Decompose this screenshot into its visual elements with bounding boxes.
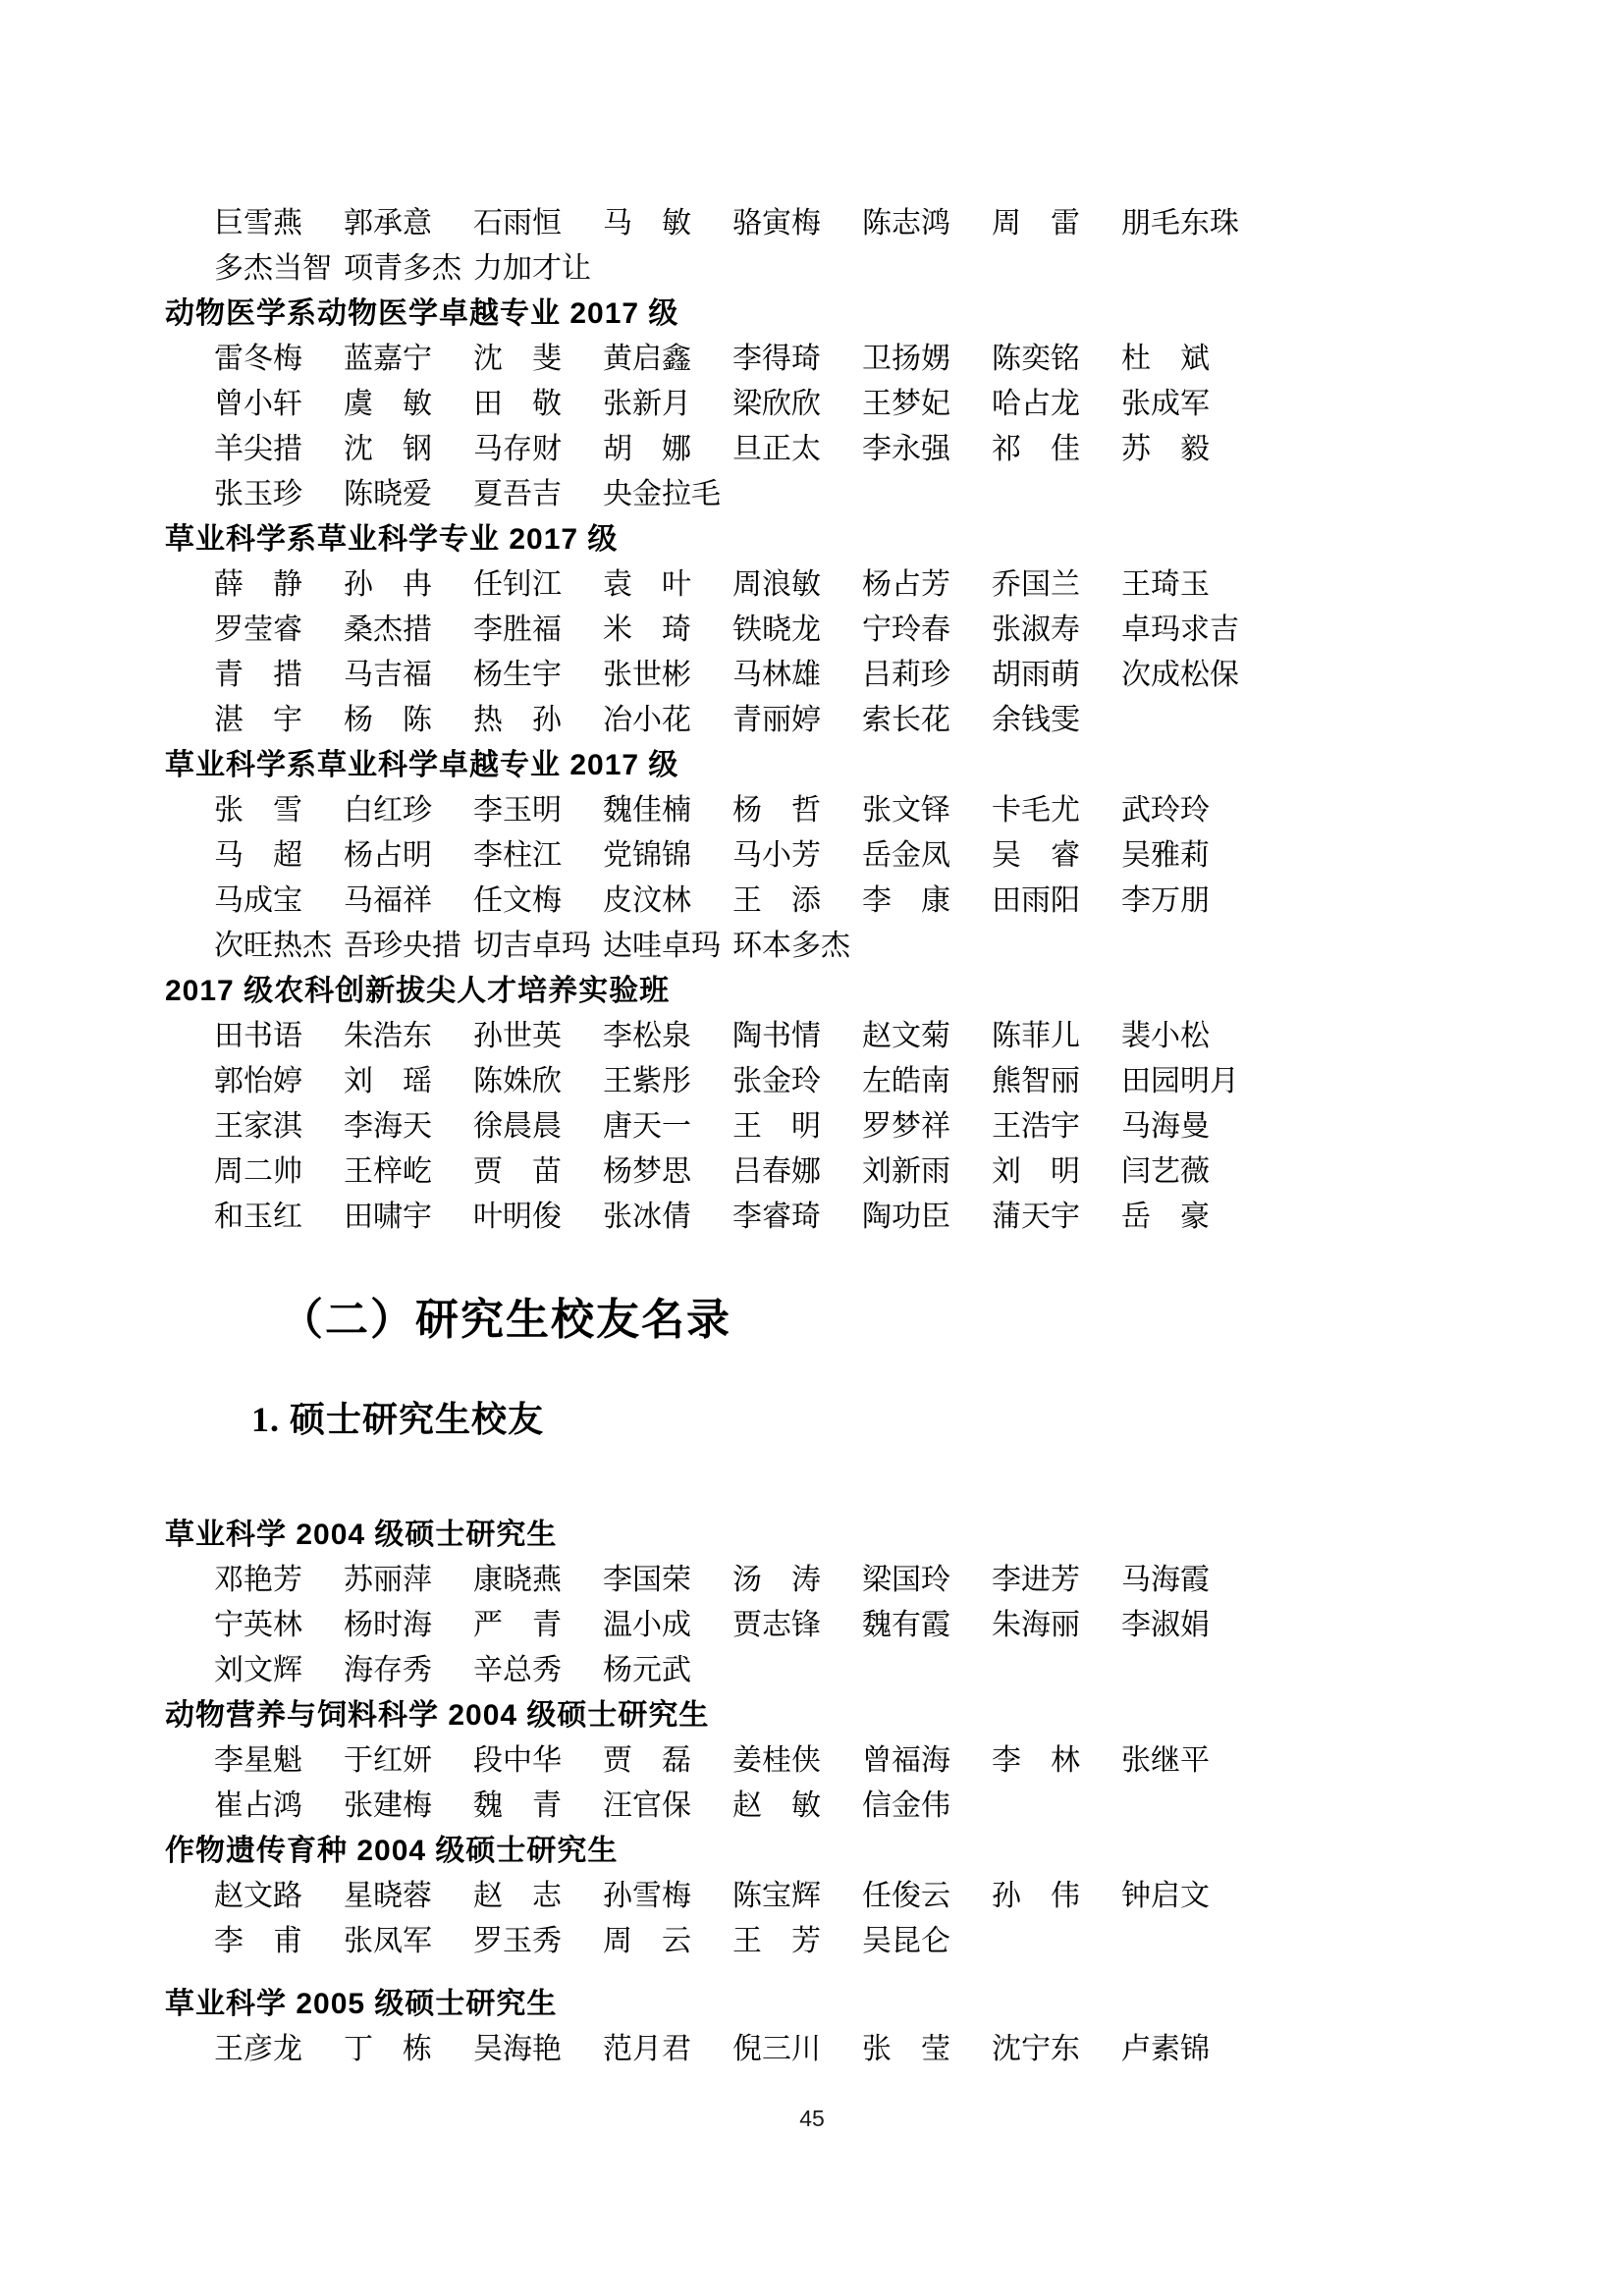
alumni-name: 张玉珍 <box>214 478 302 510</box>
alumni-name: 朱浩东 <box>344 1020 432 1052</box>
alumni-name: 张文铎 <box>862 794 950 827</box>
alumni-name: 沈 斐 <box>473 343 562 375</box>
alumni-name: 张建梅 <box>344 1789 432 1822</box>
alumni-name: 苏 毅 <box>1121 433 1210 465</box>
alumni-name: 李 康 <box>862 884 950 917</box>
alumni-name: 马存财 <box>473 433 562 465</box>
alumni-name: 马小芳 <box>732 839 821 872</box>
alumni-name: 张 莹 <box>862 2033 950 2065</box>
alumni-name: 孙 伟 <box>992 1880 1080 1912</box>
alumni-name: 刘 明 <box>992 1155 1080 1188</box>
alumni-name: 李得琦 <box>732 343 821 375</box>
alumni-name: 骆寅梅 <box>732 207 821 240</box>
name-row <box>165 924 1467 969</box>
alumni-name: 张新月 <box>603 388 691 420</box>
section-heading: 草业科学系草业科学专业 2017 级 <box>165 523 619 556</box>
names-block <box>165 1558 1467 1693</box>
alumni-name: 杨梦思 <box>603 1155 691 1188</box>
alumni-name: 海存秀 <box>344 1654 432 1686</box>
alumni-name: 冶小花 <box>603 704 691 736</box>
alumni-name: 央金拉毛 <box>603 478 721 510</box>
name-row <box>165 1558 1467 1603</box>
alumni-name: 于红妍 <box>344 1744 432 1777</box>
section-heading: 草业科学系草业科学卓越专业 2017 级 <box>165 749 679 781</box>
alumni-name: 吕莉珍 <box>862 659 950 691</box>
alumni-name: 刘文辉 <box>214 1654 302 1686</box>
alumni-name: 李万朋 <box>1121 884 1210 917</box>
alumni-name: 热 孙 <box>473 704 562 736</box>
alumni-name: 陶书情 <box>732 1020 821 1052</box>
name-row <box>165 1195 1467 1240</box>
alumni-name: 杨生宇 <box>473 659 562 691</box>
alumni-name: 巨雪燕 <box>214 207 302 240</box>
alumni-name: 李玉明 <box>473 794 562 827</box>
alumni-name: 杨占芳 <box>862 568 950 601</box>
alumni-name: 田书语 <box>214 1020 302 1052</box>
alumni-name: 贾志锋 <box>732 1609 821 1641</box>
alumni-name: 湛 宇 <box>214 704 302 736</box>
alumni-name: 魏有霞 <box>862 1609 950 1641</box>
alumni-name: 辛总秀 <box>473 1654 562 1686</box>
alumni-name: 梁欣欣 <box>732 388 821 420</box>
alumni-name: 马福祥 <box>344 884 432 917</box>
alumni-name: 青 措 <box>214 659 302 691</box>
alumni-name: 铁晓龙 <box>732 614 821 646</box>
name-row <box>165 1874 1467 1919</box>
alumni-name: 陈宝辉 <box>732 1880 821 1912</box>
alumni-name: 李睿琦 <box>732 1201 821 1233</box>
name-row <box>165 427 1467 472</box>
alumni-name: 蓝嘉宁 <box>344 343 432 375</box>
alumni-name: 沈 钢 <box>344 433 432 465</box>
alumni-name: 杨元武 <box>603 1654 691 1686</box>
alumni-name: 魏佳楠 <box>603 794 691 827</box>
alumni-name: 黄启鑫 <box>603 343 691 375</box>
alumni-name: 环本多杰 <box>732 930 850 962</box>
alumni-name: 田 敬 <box>473 388 562 420</box>
alumni-name: 蒲天宇 <box>992 1201 1080 1233</box>
alumni-name: 李国荣 <box>603 1564 691 1596</box>
alumni-name: 袁 叶 <box>603 568 691 601</box>
alumni-name: 罗莹睿 <box>214 614 302 646</box>
alumni-name: 卓玛求吉 <box>1121 614 1239 646</box>
alumni-name: 沈宁东 <box>992 2033 1080 2065</box>
name-row <box>165 1059 1467 1104</box>
alumni-name: 裴小松 <box>1121 1020 1210 1052</box>
alumni-name: 卢素锦 <box>1121 2033 1210 2065</box>
names-block <box>165 788 1467 969</box>
alumni-name: 康晓燕 <box>473 1564 562 1596</box>
alumni-name: 梁国玲 <box>862 1564 950 1596</box>
alumni-name: 王彦龙 <box>214 2033 302 2065</box>
alumni-name: 乔国兰 <box>992 568 1080 601</box>
alumni-name: 吕春娜 <box>732 1155 821 1188</box>
alumni-name: 严 青 <box>473 1609 562 1641</box>
name-row <box>165 608 1467 653</box>
alumni-name: 王家淇 <box>214 1110 302 1143</box>
alumni-name: 杨 哲 <box>732 794 821 827</box>
alumni-name: 王梦妃 <box>862 388 950 420</box>
alumni-name: 羊尖措 <box>214 433 302 465</box>
names-block <box>165 1738 1467 1829</box>
alumni-name: 卫扬娚 <box>862 343 950 375</box>
section-heading: 动物营养与饲料科学 2004 级硕士研究生 <box>165 1699 710 1732</box>
alumni-name: 张成军 <box>1121 388 1210 420</box>
alumni-name: 党锦锦 <box>603 839 691 872</box>
alumni-name: 星晓蓉 <box>344 1880 432 1912</box>
alumni-name: 汤 涛 <box>732 1564 821 1596</box>
alumni-name: 王 明 <box>732 1110 821 1143</box>
alumni-name: 李胜福 <box>473 614 562 646</box>
alumni-name: 郭承意 <box>344 207 432 240</box>
alumni-name: 苏丽萍 <box>344 1564 432 1596</box>
alumni-name: 张冰倩 <box>603 1201 691 1233</box>
alumni-name: 姜桂侠 <box>732 1744 821 1777</box>
names-block <box>165 337 1467 517</box>
alumni-name: 张世彬 <box>603 659 691 691</box>
alumni-name: 崔占鸿 <box>214 1789 302 1822</box>
alumni-name: 孙雪梅 <box>603 1880 691 1912</box>
alumni-name: 达哇卓玛 <box>603 930 721 962</box>
name-row <box>165 1784 1467 1829</box>
page-number: 45 <box>799 2106 825 2131</box>
section-heading: 草业科学 2005 级硕士研究生 <box>165 1988 558 2020</box>
name-row <box>165 472 1467 517</box>
alumni-name: 任俊云 <box>862 1880 950 1912</box>
alumni-name: 石雨恒 <box>473 207 562 240</box>
alumni-name: 李海天 <box>344 1110 432 1143</box>
alumni-name: 岳 豪 <box>1121 1201 1210 1233</box>
alumni-name: 虞 敏 <box>344 388 432 420</box>
name-row <box>165 246 1467 292</box>
alumni-name: 罗梦祥 <box>862 1110 950 1143</box>
alumni-name: 马海曼 <box>1121 1110 1210 1143</box>
alumni-name: 曾小轩 <box>214 388 302 420</box>
alumni-name: 徐晨晨 <box>473 1110 562 1143</box>
alumni-name: 李 甫 <box>214 1925 302 1957</box>
alumni-name: 罗玉秀 <box>473 1925 562 1957</box>
alumni-name: 宁英林 <box>214 1609 302 1641</box>
alumni-name: 王琦玉 <box>1121 568 1210 601</box>
section-heading: 草业科学 2004 级硕士研究生 <box>165 1519 558 1551</box>
alumni-name: 桑杰措 <box>344 614 432 646</box>
alumni-name: 赵文菊 <box>862 1020 950 1052</box>
sub-heading: 1. 硕士研究生校友 <box>251 1400 545 1439</box>
alumni-name: 陶功臣 <box>862 1201 950 1233</box>
alumni-name: 吴雅莉 <box>1121 839 1210 872</box>
alumni-name: 王紫彤 <box>603 1065 691 1097</box>
alumni-name: 武玲玲 <box>1121 794 1210 827</box>
alumni-name: 皮汶林 <box>603 884 691 917</box>
alumni-name: 王 芳 <box>732 1925 821 1957</box>
name-row <box>165 1603 1467 1648</box>
alumni-name: 任钊江 <box>473 568 562 601</box>
alumni-name: 马林雄 <box>732 659 821 691</box>
name-row <box>165 1738 1467 1784</box>
names-block <box>165 1014 1467 1240</box>
name-row <box>165 201 1467 246</box>
alumni-name: 杨 陈 <box>344 704 432 736</box>
alumni-name: 周浪敏 <box>732 568 821 601</box>
alumni-name: 王浩宇 <box>992 1110 1080 1143</box>
alumni-name: 李进芳 <box>992 1564 1080 1596</box>
alumni-name: 王梓屹 <box>344 1155 432 1188</box>
alumni-name: 田园明月 <box>1121 1065 1239 1097</box>
alumni-name: 贾 苗 <box>473 1155 562 1188</box>
alumni-name: 张凤军 <box>344 1925 432 1957</box>
name-row <box>165 1648 1467 1693</box>
alumni-name: 胡 娜 <box>603 433 691 465</box>
alumni-name: 赵 志 <box>473 1880 562 1912</box>
alumni-name: 张淑寿 <box>992 614 1080 646</box>
alumni-name: 多杰当智 <box>214 252 332 285</box>
section-heading: 动物医学系动物医学卓越专业 2017 级 <box>165 297 679 330</box>
name-row <box>165 788 1467 833</box>
name-row <box>165 1149 1467 1195</box>
section-heading: 2017 级农科创新拔尖人才培养实验班 <box>165 975 671 1007</box>
alumni-name: 周二帅 <box>214 1155 302 1188</box>
alumni-name: 邓艳芳 <box>214 1564 302 1596</box>
alumni-name: 李淑娟 <box>1121 1609 1210 1641</box>
alumni-name: 次旺热杰 <box>214 930 332 962</box>
alumni-name: 丁 栋 <box>344 2033 432 2065</box>
alumni-name: 周 云 <box>603 1925 691 1957</box>
alumni-name: 孙世英 <box>473 1020 562 1052</box>
alumni-name: 祁 佳 <box>992 433 1080 465</box>
name-row <box>165 698 1467 743</box>
alumni-name: 和玉红 <box>214 1201 302 1233</box>
alumni-name: 陈姝欣 <box>473 1065 562 1097</box>
alumni-name: 郭怡婷 <box>214 1065 302 1097</box>
names-block <box>165 201 1467 292</box>
alumni-name: 田啸宇 <box>344 1201 432 1233</box>
alumni-name: 魏 青 <box>473 1789 562 1822</box>
spacer <box>165 1964 1467 1982</box>
alumni-name: 熊智丽 <box>992 1065 1080 1097</box>
name-row <box>165 1104 1467 1149</box>
alumni-name: 索长花 <box>862 704 950 736</box>
alumni-name: 张继平 <box>1121 1744 1210 1777</box>
alumni-name: 雷冬梅 <box>214 343 302 375</box>
name-row <box>165 562 1467 608</box>
alumni-name: 陈奕铭 <box>992 343 1080 375</box>
alumni-name: 贾 磊 <box>603 1744 691 1777</box>
alumni-name: 夏吾吉 <box>473 478 562 510</box>
name-row <box>165 337 1467 382</box>
alumni-name: 青丽婷 <box>732 704 821 736</box>
alumni-name: 倪三川 <box>732 2033 821 2065</box>
alumni-name: 刘新雨 <box>862 1155 950 1188</box>
names-block <box>165 1874 1467 1964</box>
alumni-name: 力加才让 <box>473 252 591 285</box>
alumni-name: 马 超 <box>214 839 302 872</box>
alumni-name: 胡雨萌 <box>992 659 1080 691</box>
name-row <box>165 833 1467 879</box>
alumni-name: 王 添 <box>732 884 821 917</box>
alumni-name: 张金玲 <box>732 1065 821 1097</box>
alumni-name: 次成松保 <box>1121 659 1239 691</box>
alumni-name: 刘 瑶 <box>344 1065 432 1097</box>
alumni-name: 薛 静 <box>214 568 302 601</box>
alumni-name: 李 林 <box>992 1744 1080 1777</box>
alumni-name: 哈占龙 <box>992 388 1080 420</box>
alumni-name: 马吉福 <box>344 659 432 691</box>
alumni-name: 马海霞 <box>1121 1564 1210 1596</box>
alumni-name: 宁玲春 <box>862 614 950 646</box>
alumni-name: 米 琦 <box>603 614 691 646</box>
alumni-name: 李星魁 <box>214 1744 302 1777</box>
alumni-name: 杜 斌 <box>1121 343 1210 375</box>
alumni-name: 李松泉 <box>603 1020 691 1052</box>
alumni-name: 陈菲儿 <box>992 1020 1080 1052</box>
alumni-name: 卡毛尤 <box>992 794 1080 827</box>
alumni-name: 温小成 <box>603 1609 691 1641</box>
alumni-name: 闫艺薇 <box>1121 1155 1210 1188</box>
alumni-name: 田雨阳 <box>992 884 1080 917</box>
alumni-name: 吴昆仑 <box>862 1925 950 1957</box>
alumni-name: 杨占明 <box>344 839 432 872</box>
alumni-name: 项青多杰 <box>344 252 461 285</box>
names-block <box>165 2027 1467 2072</box>
part-heading: （二）研究生校友名录 <box>280 1296 731 1344</box>
alumni-name: 吴海艳 <box>473 2033 562 2065</box>
alumni-name: 陈晓爱 <box>344 478 432 510</box>
alumni-name: 吾珍央措 <box>344 930 461 962</box>
alumni-name: 旦正太 <box>732 433 821 465</box>
name-row <box>165 382 1467 427</box>
alumni-name: 周 雷 <box>992 207 1080 240</box>
alumni-name: 切吉卓玛 <box>473 930 591 962</box>
alumni-name: 赵文路 <box>214 1880 302 1912</box>
name-row <box>165 1919 1467 1964</box>
alumni-name: 岳金凤 <box>862 839 950 872</box>
alumni-name: 李永强 <box>862 433 950 465</box>
alumni-name: 朋毛东珠 <box>1121 207 1239 240</box>
alumni-name: 段中华 <box>473 1744 562 1777</box>
alumni-name: 李柱江 <box>473 839 562 872</box>
alumni-name: 范月君 <box>603 2033 691 2065</box>
alumni-name: 任文梅 <box>473 884 562 917</box>
name-row <box>165 1014 1467 1059</box>
alumni-name: 张 雪 <box>214 794 302 827</box>
names-block <box>165 562 1467 743</box>
name-row <box>165 879 1467 924</box>
alumni-name: 左皓南 <box>862 1065 950 1097</box>
alumni-name: 赵 敏 <box>732 1789 821 1822</box>
alumni-name: 信金伟 <box>862 1789 950 1822</box>
alumni-name: 唐天一 <box>603 1110 691 1143</box>
alumni-name: 马成宝 <box>214 884 302 917</box>
alumni-name: 陈志鸿 <box>862 207 950 240</box>
alumni-name: 钟启文 <box>1121 1880 1210 1912</box>
alumni-name: 白红珍 <box>344 794 432 827</box>
alumni-name: 汪官保 <box>603 1789 691 1822</box>
name-row <box>165 2027 1467 2072</box>
alumni-name: 马 敏 <box>603 207 691 240</box>
alumni-name: 杨时海 <box>344 1609 432 1641</box>
alumni-name: 孙 冉 <box>344 568 432 601</box>
name-row <box>165 653 1467 698</box>
alumni-name: 曾福海 <box>862 1744 950 1777</box>
alumni-name: 吴 睿 <box>992 839 1080 872</box>
alumni-name: 朱海丽 <box>992 1609 1080 1641</box>
section-heading: 作物遗传育种 2004 级硕士研究生 <box>165 1835 619 1867</box>
alumni-name: 余钱雯 <box>992 704 1080 736</box>
alumni-name: 叶明俊 <box>473 1201 562 1233</box>
